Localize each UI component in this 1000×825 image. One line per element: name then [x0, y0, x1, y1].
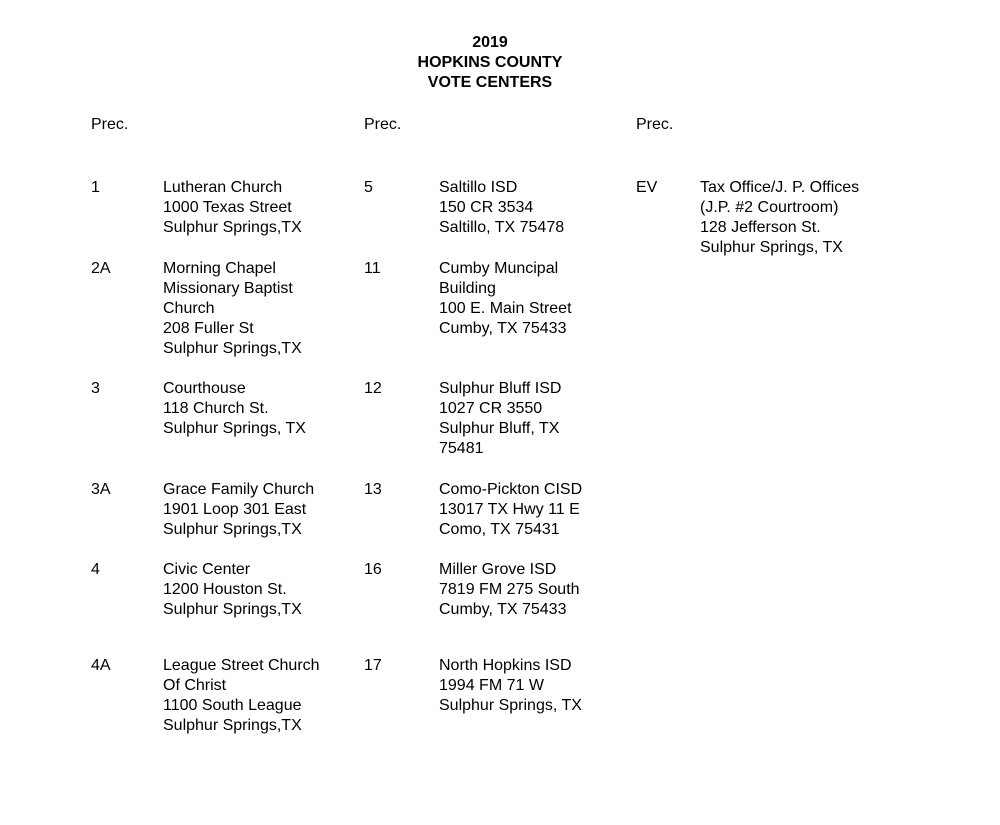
- precinct-number: 11: [364, 260, 381, 277]
- address-line: Sulphur Bluff, TX: [439, 420, 560, 437]
- column-header-prec: Prec.: [91, 116, 129, 133]
- location-name: Miller Grove ISD: [439, 561, 557, 578]
- address-line: Sulphur Springs,TX: [163, 601, 302, 618]
- address-line: 208 Fuller St: [163, 320, 254, 337]
- address-line: Cumby, TX 75433: [439, 320, 567, 337]
- address-line: 118 Church St.: [163, 400, 269, 417]
- address-line: Sulphur Springs,TX: [163, 521, 302, 538]
- location-name: Courthouse: [163, 380, 246, 397]
- address-line: 1994 FM 71 W: [439, 677, 544, 694]
- address-line: 128 Jefferson St.: [700, 219, 821, 236]
- location-name: Sulphur Bluff ISD: [439, 380, 562, 397]
- location-address: [163, 560, 302, 620]
- precinct-number: 12: [364, 380, 382, 397]
- precinct-number: 17: [364, 657, 382, 674]
- location-address: [439, 259, 572, 339]
- address-line: (J.P. #2 Courtroom): [700, 199, 839, 216]
- column-header-prec: Prec.: [364, 116, 402, 133]
- precinct-number: 5: [364, 179, 373, 196]
- location-address: [163, 480, 314, 540]
- location-address: [439, 178, 564, 238]
- address-line: 1000 Texas Street: [163, 199, 292, 216]
- location-address: [163, 178, 302, 238]
- address-line: Church: [163, 300, 215, 317]
- precinct-number: 13: [364, 481, 382, 498]
- title-county: HOPKINS COUNTY: [417, 54, 563, 71]
- location-address: [439, 480, 582, 540]
- location-name: Lutheran Church: [163, 179, 283, 196]
- address-line: Saltillo, TX 75478: [439, 219, 565, 236]
- address-line: 1100 South League: [163, 697, 302, 714]
- address-line: Of Christ: [163, 677, 227, 694]
- title-subtitle: VOTE CENTERS: [427, 74, 553, 91]
- location-address: [700, 178, 859, 258]
- title-year: 2019: [472, 34, 508, 51]
- address-line: Como, TX 75431: [439, 521, 560, 538]
- location-address: [439, 379, 561, 459]
- document-title: [0, 33, 980, 93]
- address-line: Sulphur Springs,TX: [163, 219, 302, 236]
- precinct-number: 16: [364, 561, 382, 578]
- location-name: Como-Pickton CISD: [439, 481, 583, 498]
- address-line: Sulphur Springs, TX: [700, 239, 843, 256]
- precinct-number: 2A: [91, 260, 111, 277]
- address-line: Building: [439, 280, 496, 297]
- location-address: [163, 379, 306, 439]
- location-name: Saltillo ISD: [439, 179, 518, 196]
- precinct-number: 4: [91, 561, 100, 578]
- location-name: Tax Office/J. P. Offices: [700, 179, 860, 196]
- address-line: 1901 Loop 301 East: [163, 501, 307, 518]
- location-address: [163, 656, 320, 736]
- address-line: 7819 FM 275 South: [439, 581, 580, 598]
- address-line: Sulphur Springs,TX: [163, 340, 302, 357]
- location-address: [439, 560, 580, 620]
- address-line: 13017 TX Hwy 11 E: [439, 501, 580, 518]
- address-line: Missionary Baptist: [163, 280, 293, 297]
- address-line: 1200 Houston St.: [163, 581, 287, 598]
- location-name: Civic Center: [163, 561, 251, 578]
- address-line: Sulphur Springs, TX: [439, 697, 582, 714]
- precinct-number: 1: [91, 179, 100, 196]
- precinct-number: 4A: [91, 657, 111, 674]
- precinct-number: EV: [636, 179, 658, 196]
- address-line: 75481: [439, 440, 484, 457]
- location-name: Grace Family Church: [163, 481, 315, 498]
- address-line: Sulphur Springs,TX: [163, 717, 302, 734]
- location-name: Cumby Muncipal: [439, 260, 559, 277]
- location-name: Morning Chapel: [163, 260, 276, 277]
- precinct-number: 3: [91, 380, 100, 397]
- address-line: Sulphur Springs, TX: [163, 420, 306, 437]
- precinct-number: 3A: [91, 481, 111, 498]
- location-name: League Street Church: [163, 657, 320, 674]
- address-line: Cumby, TX 75433: [439, 601, 567, 618]
- location-address: [163, 259, 302, 359]
- location-name: North Hopkins ISD: [439, 657, 572, 674]
- address-line: 150 CR 3534: [439, 199, 534, 216]
- address-line: 100 E. Main Street: [439, 300, 572, 317]
- location-address: [439, 656, 582, 716]
- column-header-prec: Prec.: [636, 116, 674, 133]
- address-line: 1027 CR 3550: [439, 400, 543, 417]
